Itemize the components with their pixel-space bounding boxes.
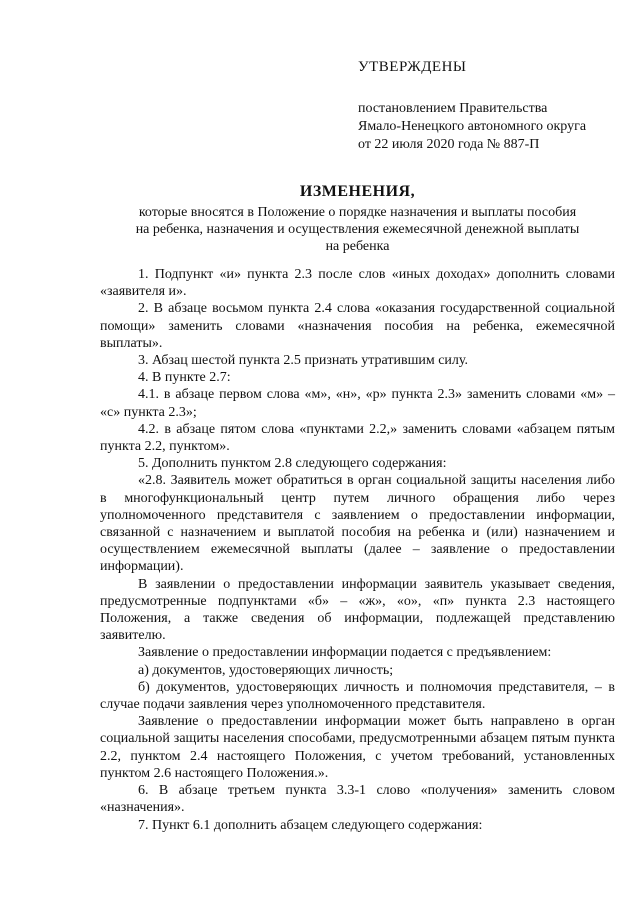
approval-line-1: постановлением Правительства xyxy=(358,101,548,116)
document-title xyxy=(100,182,615,255)
paragraph-3: 3. Абзац шестой пункта 2.5 признать утратившим силу. xyxy=(138,353,468,369)
approval-line-2: Ямало-Ненецкого автономного округа xyxy=(358,119,587,134)
paragraph-7: 5. Дополнить пунктом 2.8 следующего содержания: xyxy=(138,456,447,472)
document-heading: ИЗМЕНЕНИЯ, xyxy=(299,183,416,200)
paragraph-2: 2. В абзаце восьмом пункта 2.4 слова «оказания государственной социальной помощи» заменить словами «назначения пособия на ребенка, ежемесячной выплаты». xyxy=(100,301,615,351)
paragraph-15: 7. Пункт 6.1 дополнить абзацем следующего содержания: xyxy=(138,817,483,833)
paragraph-8: «2.8. Заявитель может обратиться в орган социальной защиты населения либо в многофункциональный центр путем личного обращения либо через уполномоченного представителя с заявлением о предоставлении информации, связанной с назначением и выплатой пособия на ребенка и (или) назначением и осуществлением ежемесячной выплаты (далее – заявление о предоставлении информации). xyxy=(100,473,615,575)
paragraph-5: 4.1. в абзаце первом слова «м», «н», «р» пункта 2.3» заменить словами «м» – «с» пункта 2.3»; xyxy=(100,387,615,420)
paragraph-12: б) документов, удостоверяющих личность и полномочия представителя, – в случае подачи заявления через уполномоченного представителя. xyxy=(100,679,615,713)
approved-label: УТВЕРЖДЕНЫ xyxy=(358,59,467,75)
approval-stamp xyxy=(358,58,628,154)
paragraph-6: 4.2. в абзаце пятом слова «пунктами 2.2,» заменить словами «абзацем пятым пункта 2.2, пунктом». xyxy=(100,421,615,455)
approval-line-3: от 22 июля 2020 года № 887-П xyxy=(358,137,540,152)
document-subtitle-line-2: на ребенка, назначения и осуществления ежемесячной денежной выплаты xyxy=(135,222,580,237)
paragraph-10: Заявление о предоставлении информации подается с предъявлением: xyxy=(138,645,552,661)
paragraph-9: В заявлении о предоставлении информации заявитель указывает сведения, предусмотренные подпунктами «б» – «ж», «о», «п» пункта 2.3 настоящего Положения, а также сведения об информации, подлежащей представлению заявителю. xyxy=(100,576,615,644)
paragraph-4: 4. В пункте 2.7: xyxy=(138,370,231,386)
paragraph-1: 1. Подпункт «и» пункта 2.3 после слов «иных доходах» дополнить словами «заявителя и». xyxy=(100,267,615,300)
paragraph-13: Заявление о предоставлении информации может быть направлено в орган социальной защиты населения способами, предусмотренными абзацем пятым пункта 2.2, пунктом 2.4 настоящего Положения, с учетом требований, установленных пунктом 2.6 настоящего Положения.». xyxy=(100,714,615,781)
document-subtitle-line-3: на ребенка xyxy=(325,239,390,254)
paragraph-14: 6. В абзаце третьем пункта 3.3-1 слово «получения» заменить словом «назначения». xyxy=(100,783,615,816)
document-subtitle-line-1: которые вносятся в Положение о порядке назначения и выплаты пособия xyxy=(138,205,577,220)
document-body xyxy=(100,266,615,834)
paragraph-11: а) документов, удостоверяющих личность; xyxy=(138,662,394,678)
